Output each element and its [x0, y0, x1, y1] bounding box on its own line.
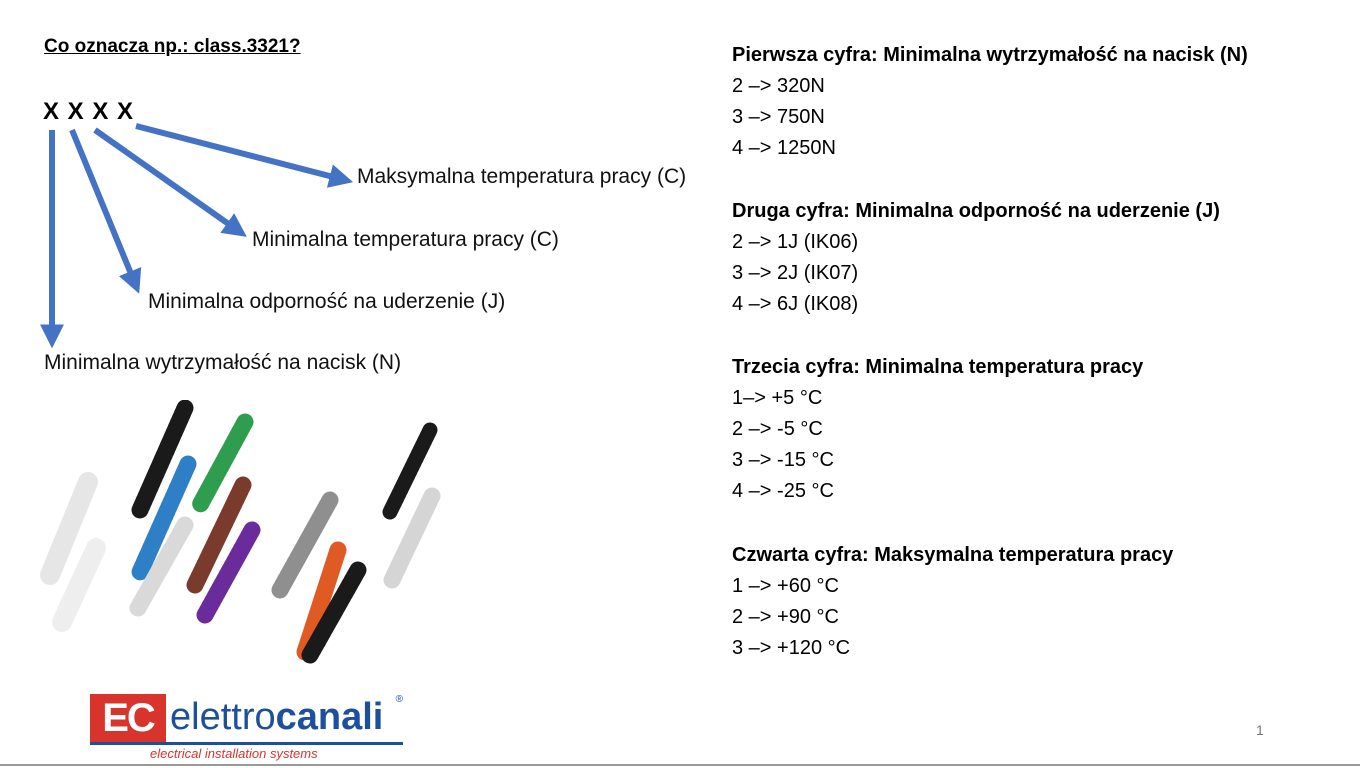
section-row: 4 –> 1250N — [732, 137, 836, 159]
section-title: Pierwsza cyfra: Minimalna wytrzymałość na nacisk (N) — [732, 44, 1248, 66]
section-first-digit — [732, 40, 1248, 164]
section-row: 2 –> 1J (IK06) — [732, 231, 859, 253]
section-second-digit — [732, 196, 1220, 320]
section-title: Druga cyfra: Minimalna odporność na uderzenie (J) — [732, 200, 1220, 222]
logo-divider — [90, 742, 403, 745]
logo-tagline: electrical installation systems — [150, 746, 318, 761]
section-third-digit — [732, 352, 1143, 507]
class-code-pattern: X X X X — [43, 98, 135, 125]
logo-badge: EC — [90, 694, 166, 742]
section-fourth-digit — [732, 540, 1173, 664]
section-title: Trzecia cyfra: Minimalna temperatura pracy — [732, 356, 1144, 378]
elettrocanali-logo — [90, 694, 403, 764]
label-min-temp: Minimalna temperatura pracy (C) — [252, 228, 559, 251]
section-row: 1–> +5 °C — [732, 387, 823, 409]
section-row: 4 –> 6J (IK08) — [732, 293, 859, 315]
section-row: 2 –> +90 °C — [732, 606, 839, 628]
page-number: 1 — [1256, 722, 1264, 738]
label-impact: Minimalna odporność na uderzenie (J) — [148, 290, 506, 313]
section-row: 1 –> +60 °C — [732, 575, 839, 597]
section-row: 2 –> -5 °C — [732, 418, 823, 440]
section-row: 4 –> -25 °C — [732, 480, 834, 502]
section-row: 3 –> 750N — [732, 106, 825, 128]
label-compression: Minimalna wytrzymałość na nacisk (N) — [44, 351, 402, 374]
conduit-tubes-image — [40, 400, 460, 670]
label-max-temp: Maksymalna temperatura pracy (C) — [357, 165, 687, 188]
section-row: 3 –> -15 °C — [732, 449, 834, 471]
arrow-max-temp — [136, 126, 345, 180]
slide-heading: Co oznacza np.: class.3321? — [44, 36, 301, 57]
section-row: 3 –> 2J (IK07) — [732, 262, 859, 284]
logo-wordmark: elettrocanali — [170, 696, 384, 738]
section-row: 2 –> 320N — [732, 75, 825, 97]
logo-registered-mark: ® — [395, 694, 403, 705]
section-title: Czwarta cyfra: Maksymalna temperatura pracy — [732, 544, 1174, 566]
section-row: 3 –> +120 °C — [732, 637, 851, 659]
bottom-divider — [0, 764, 1360, 766]
